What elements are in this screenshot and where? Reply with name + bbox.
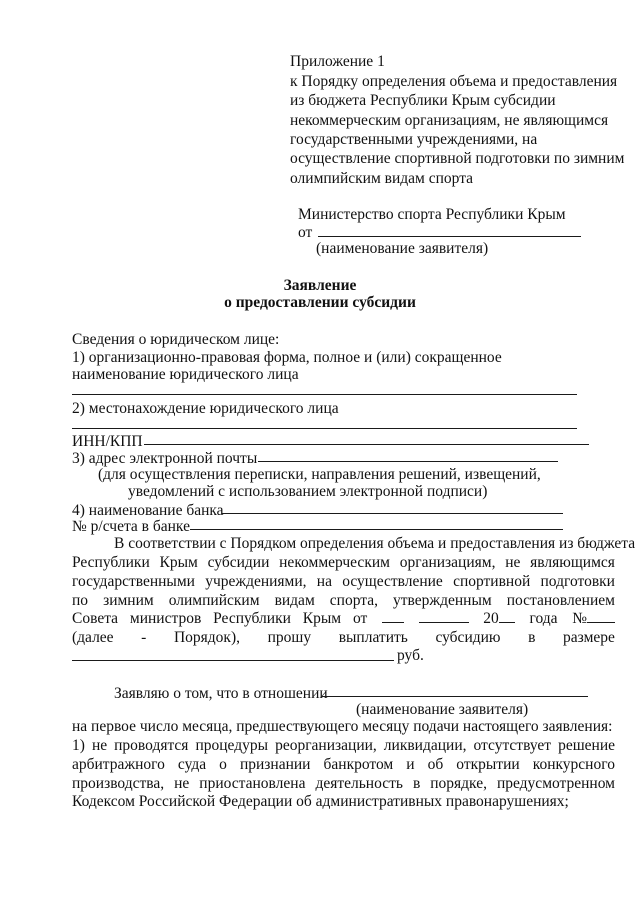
word: реорганизации,: [275, 737, 377, 754]
word: подготовки: [540, 573, 615, 590]
appendix-line: осуществление спортивной подготовки по зимним: [290, 150, 625, 168]
word: проводятся: [114, 737, 189, 754]
word: не: [505, 554, 521, 571]
applicant-name-line[interactable]: [318, 236, 581, 237]
word: о: [219, 756, 227, 773]
word: постановлением: [506, 592, 615, 609]
paragraph-line5: [72, 609, 615, 628]
word: ликвидации,: [383, 737, 467, 754]
rub-label: руб.: [397, 647, 424, 664]
applicant-caption: (наименование заявителя): [316, 240, 489, 257]
account-field-line[interactable]: [190, 529, 563, 530]
word: Республики: [72, 554, 150, 571]
word: -: [141, 629, 147, 646]
paragraph-line4: [72, 591, 615, 610]
item1-field-line[interactable]: [72, 394, 577, 395]
word: приостановлена: [199, 775, 306, 792]
word: Порядок),: [173, 629, 240, 646]
paragraph-line3: [72, 572, 615, 591]
word: прошу: [267, 629, 312, 646]
word: размере: [563, 629, 615, 646]
declaration-p1-line1: [72, 736, 615, 755]
declaration-applicant-line[interactable]: [322, 696, 588, 697]
document-subheading: о предоставлении субсидии: [224, 294, 416, 311]
word: утвержденным: [393, 592, 492, 609]
appendix-line: государственными учреждениями, на: [290, 130, 538, 148]
month-field-line[interactable]: [419, 609, 469, 623]
item3-label: 3) адрес электронной почты: [72, 450, 258, 467]
appendix-line: к Порядку определения объема и предоставления: [290, 73, 618, 90]
word: в: [412, 775, 421, 792]
word: субсидию: [435, 629, 501, 646]
word: производства,: [72, 775, 165, 792]
number-field-line[interactable]: [587, 609, 615, 623]
item1-label: 1) организационно-правовая форма, полное и (или) сокращенное: [72, 349, 502, 366]
item3-note-cont: уведомлений с использованием электронной подписи): [128, 483, 488, 500]
word: решение: [558, 737, 615, 754]
council-text: Совета министров Республики Крым от: [72, 610, 368, 627]
paragraph-line1: В соответствии с Порядком определения объема и предоставления из бюджета: [114, 535, 636, 552]
declaration-line2: на первое число месяца, предшествующего месяцу подачи настоящего заявления:: [72, 718, 613, 735]
word: банкротом: [323, 756, 394, 773]
word: не: [91, 737, 108, 754]
word: зимним: [103, 592, 154, 609]
word: отсутствует: [473, 737, 552, 754]
item4-label: 4) наименование банка: [72, 502, 224, 519]
word: открытии: [456, 756, 520, 773]
word: осуществление: [342, 573, 443, 590]
inn-label: ИНН/КПП: [72, 433, 143, 450]
appendix-line: олимпийским видам спорта: [290, 169, 474, 187]
paragraph-line2: [72, 553, 615, 572]
section-title: Сведения о юридическом лице:: [72, 331, 280, 348]
number-sign: №: [572, 610, 587, 627]
year-text: 20: [483, 610, 499, 627]
item3-note: (для осуществления переписки, направления решений, извещений,: [98, 466, 541, 483]
appendix-line: некоммерческим организациям, не являющимся: [290, 111, 609, 129]
word: процедуры: [195, 737, 269, 754]
word: спортивной: [453, 573, 531, 590]
word: и: [406, 756, 415, 773]
word: в: [528, 629, 536, 646]
inn-field-line[interactable]: [144, 444, 589, 445]
declaration-applicant-caption: (наименование заявителя): [356, 701, 529, 718]
word: спорта,: [329, 592, 378, 609]
document-heading: Заявление: [283, 277, 357, 294]
bank-field-line[interactable]: [222, 513, 563, 514]
word: олимпийским: [168, 592, 260, 609]
item2-label: 2) местонахождение юридического лица: [72, 400, 339, 417]
word: являющимся: [530, 554, 615, 571]
word: признании: [239, 756, 311, 773]
word: деятельность: [315, 775, 403, 792]
word: Крым: [159, 554, 198, 571]
email-field-line[interactable]: [258, 461, 558, 462]
year-word: года: [529, 610, 558, 627]
word: не: [174, 775, 190, 792]
word: арбитражного: [72, 756, 165, 773]
ministry-name: Министерство спорта Республики Крым: [298, 206, 566, 223]
item1-label-cont: наименование юридического лица: [72, 366, 299, 383]
from-label: от: [298, 224, 313, 241]
word: предусмотренном: [496, 775, 615, 792]
word: на: [316, 573, 332, 590]
word: некоммерческим: [279, 554, 390, 571]
word: 1): [72, 737, 85, 754]
day-field-line[interactable]: [382, 609, 404, 623]
word: (далее: [72, 629, 114, 646]
word: выплатить: [338, 629, 408, 646]
word: государственными: [72, 573, 195, 590]
declaration-p1-line2: [72, 755, 615, 774]
year-prefix: [483, 609, 515, 628]
amount-field-line[interactable]: [72, 660, 394, 661]
number-label: [572, 609, 615, 628]
word: по: [72, 592, 89, 609]
word: порядке,: [430, 775, 487, 792]
word: конкурсного: [532, 756, 615, 773]
declaration-intro: Заявляю о том, что в отношении: [114, 685, 328, 702]
word: субсидии: [207, 554, 270, 571]
account-label: № р/счета в банке: [72, 518, 190, 535]
paragraph-line6: [72, 628, 615, 647]
word: учреждениями,: [205, 573, 307, 590]
word: организациям,: [399, 554, 496, 571]
word: видам: [274, 592, 315, 609]
item2-field-line[interactable]: [72, 428, 577, 429]
word: об: [427, 756, 444, 773]
appendix-title: Приложение 1: [290, 53, 385, 70]
appendix-line: из бюджета Республики Крым субсидии: [290, 92, 556, 110]
declaration-p1-line3: [72, 774, 615, 793]
declaration-p1-line4: Кодексом Российской Федерации об административных правонарушениях;: [72, 793, 569, 810]
word: суда: [177, 756, 207, 773]
year-field-line[interactable]: [499, 609, 515, 623]
